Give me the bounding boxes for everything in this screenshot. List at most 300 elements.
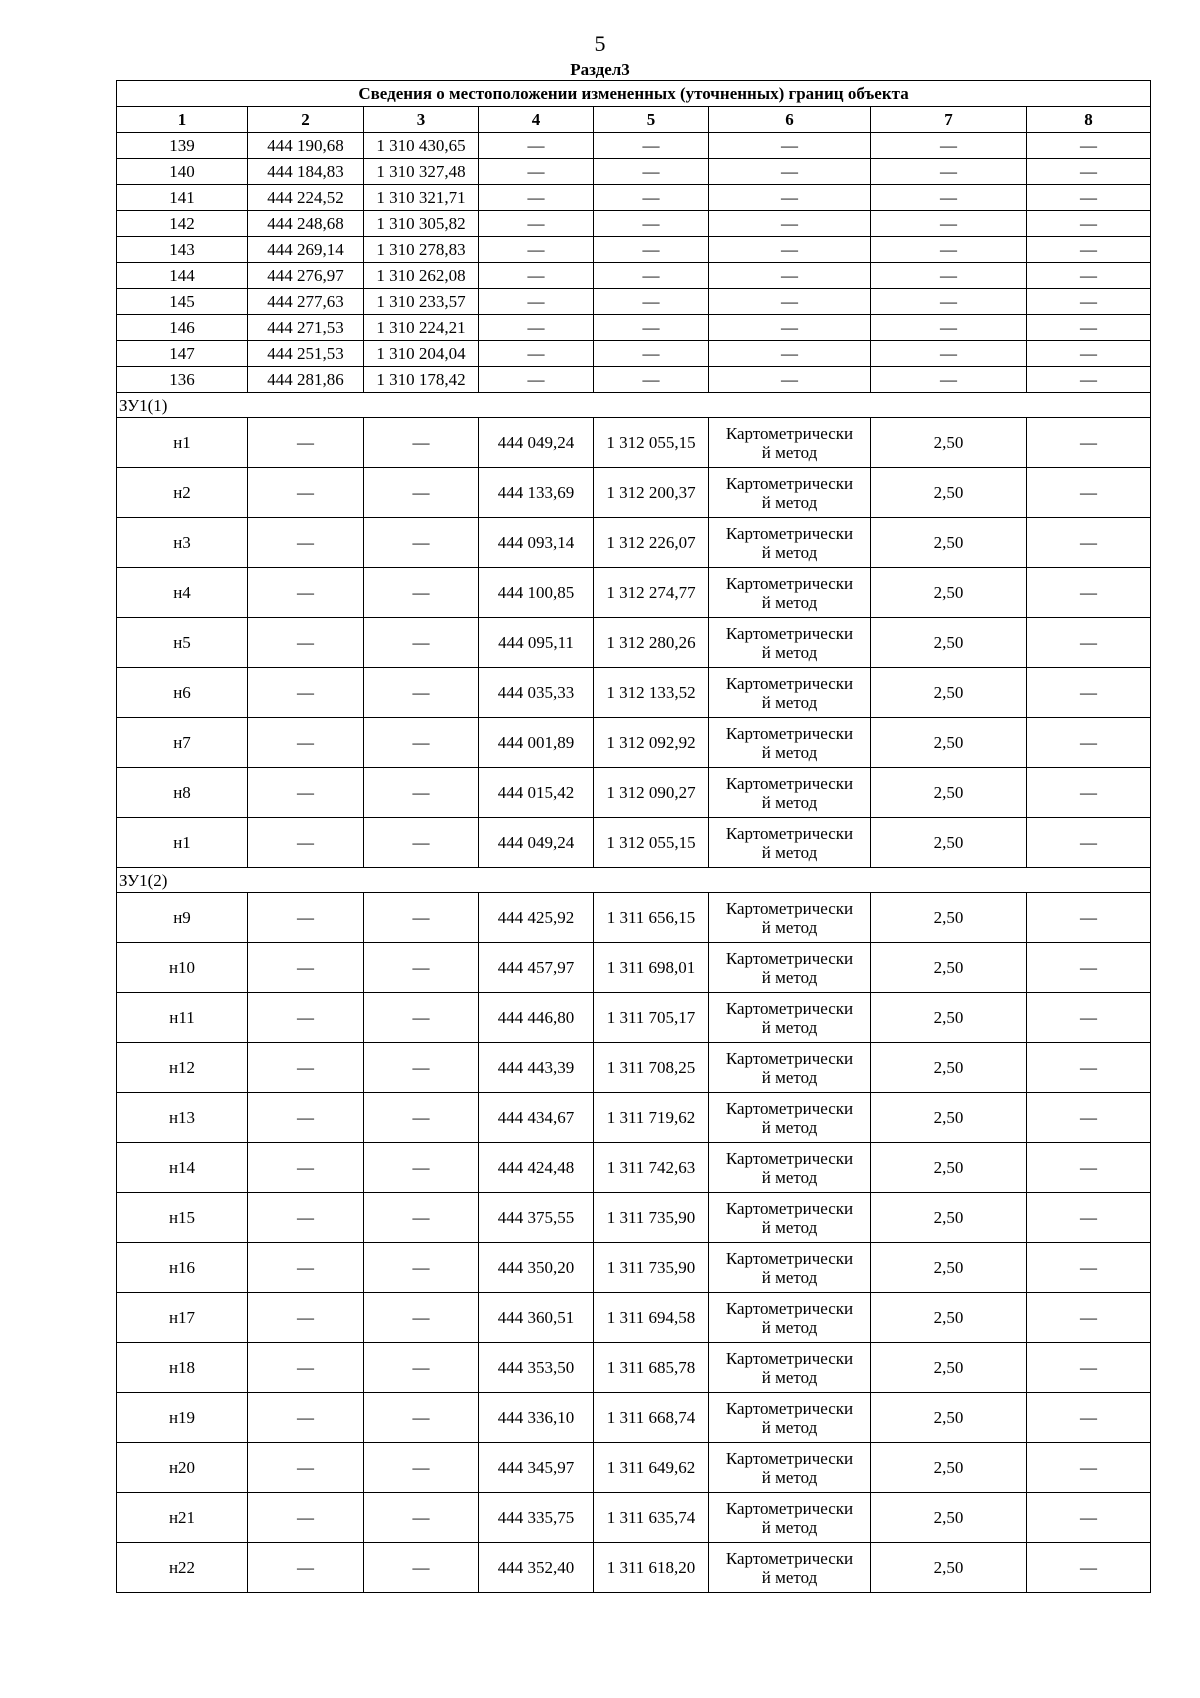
empty-cell: — <box>479 263 594 289</box>
point-number: н5 <box>117 618 248 668</box>
method-cell <box>709 818 871 868</box>
empty-cell: — <box>248 1343 364 1393</box>
new-y-cell: 1 311 656,15 <box>594 893 709 943</box>
existing-x-cell: 444 251,53 <box>248 341 364 367</box>
empty-cell: — <box>1027 1143 1151 1193</box>
empty-cell: — <box>364 518 479 568</box>
method-text: Картометрически <box>725 1348 854 1368</box>
new-y-cell: 1 312 092,92 <box>594 718 709 768</box>
method-text: й метод <box>761 1117 818 1137</box>
empty-cell: — <box>1027 768 1151 818</box>
method-text: й метод <box>761 792 818 812</box>
method-cell <box>709 1393 871 1443</box>
empty-cell: — <box>479 367 594 393</box>
method-text: й метод <box>761 692 818 712</box>
new-y-cell: 1 311 735,90 <box>594 1193 709 1243</box>
method-text: Картометрически <box>725 773 854 793</box>
table-row <box>117 185 1151 211</box>
point-number: н2 <box>117 468 248 518</box>
empty-cell: — <box>1027 211 1151 237</box>
empty-cell: — <box>248 993 364 1043</box>
empty-cell: — <box>364 1343 479 1393</box>
new-x-cell: 444 425,92 <box>479 893 594 943</box>
point-number: н1 <box>117 418 248 468</box>
empty-cell: — <box>871 133 1027 159</box>
table-row <box>117 289 1151 315</box>
empty-cell: — <box>248 768 364 818</box>
table-row <box>117 818 1151 868</box>
existing-x-cell: 444 184,83 <box>248 159 364 185</box>
empty-cell: — <box>364 993 479 1043</box>
table-row <box>117 1043 1151 1093</box>
empty-cell: — <box>709 341 871 367</box>
empty-cell: — <box>248 418 364 468</box>
method-cell <box>709 893 871 943</box>
table-row <box>117 1493 1151 1543</box>
new-x-cell: 444 446,80 <box>479 993 594 1043</box>
method-text: й метод <box>761 592 818 612</box>
empty-cell: — <box>594 185 709 211</box>
new-y-cell: 1 312 133,52 <box>594 668 709 718</box>
parcel-group-row <box>117 393 1151 418</box>
method-cell <box>709 993 871 1043</box>
point-number: н10 <box>117 943 248 993</box>
accuracy-cell: 2,50 <box>871 518 1027 568</box>
point-number: н12 <box>117 1043 248 1093</box>
empty-cell: — <box>364 718 479 768</box>
empty-cell: — <box>364 1293 479 1343</box>
existing-x-cell: 444 277,63 <box>248 289 364 315</box>
new-y-cell: 1 311 698,01 <box>594 943 709 993</box>
method-text: й метод <box>761 542 818 562</box>
new-y-cell: 1 311 618,20 <box>594 1543 709 1593</box>
column-number-row <box>117 107 1151 133</box>
empty-cell: — <box>364 943 479 993</box>
method-text: й метод <box>761 642 818 662</box>
accuracy-cell: 2,50 <box>871 718 1027 768</box>
empty-cell: — <box>871 237 1027 263</box>
table-row <box>117 768 1151 818</box>
method-cell <box>709 1543 871 1593</box>
column-number: 6 <box>709 107 871 133</box>
point-number: н14 <box>117 1143 248 1193</box>
empty-cell: — <box>479 159 594 185</box>
empty-cell: — <box>1027 568 1151 618</box>
table-row <box>117 1343 1151 1393</box>
empty-cell: — <box>248 1393 364 1443</box>
existing-y-cell: 1 310 327,48 <box>364 159 479 185</box>
method-text: й метод <box>761 1417 818 1437</box>
new-x-cell: 444 345,97 <box>479 1443 594 1493</box>
method-text: Картометрически <box>725 998 854 1018</box>
empty-cell: — <box>248 568 364 618</box>
method-cell <box>709 568 871 618</box>
point-number: н7 <box>117 718 248 768</box>
empty-cell: — <box>364 1243 479 1293</box>
point-number: н13 <box>117 1093 248 1143</box>
new-x-cell: 444 353,50 <box>479 1343 594 1393</box>
empty-cell: — <box>248 1493 364 1543</box>
empty-cell: — <box>364 568 479 618</box>
new-x-cell: 444 424,48 <box>479 1143 594 1193</box>
new-y-cell: 1 312 055,15 <box>594 818 709 868</box>
accuracy-cell: 2,50 <box>871 1493 1027 1543</box>
new-y-cell: 1 312 090,27 <box>594 768 709 818</box>
method-text: Картометрически <box>725 1048 854 1068</box>
empty-cell: — <box>1027 943 1151 993</box>
empty-cell: — <box>594 289 709 315</box>
accuracy-cell: 2,50 <box>871 1443 1027 1493</box>
table-row <box>117 1143 1151 1193</box>
method-text: Картометрически <box>725 423 854 443</box>
table-row <box>117 893 1151 943</box>
empty-cell: — <box>871 367 1027 393</box>
empty-cell: — <box>871 159 1027 185</box>
existing-y-cell: 1 310 178,42 <box>364 367 479 393</box>
accuracy-cell: 2,50 <box>871 1093 1027 1143</box>
point-number: н1 <box>117 818 248 868</box>
existing-y-cell: 1 310 430,65 <box>364 133 479 159</box>
table-row <box>117 568 1151 618</box>
empty-cell: — <box>364 468 479 518</box>
empty-cell: — <box>248 1293 364 1343</box>
new-y-cell: 1 311 735,90 <box>594 1243 709 1293</box>
accuracy-cell: 2,50 <box>871 1243 1027 1293</box>
table-row <box>117 133 1151 159</box>
empty-cell: — <box>1027 341 1151 367</box>
empty-cell: — <box>248 1043 364 1093</box>
empty-cell: — <box>248 1093 364 1143</box>
table-row <box>117 618 1151 668</box>
existing-x-cell: 444 271,53 <box>248 315 364 341</box>
new-x-cell: 444 360,51 <box>479 1293 594 1343</box>
empty-cell: — <box>1027 893 1151 943</box>
new-x-cell: 444 443,39 <box>479 1043 594 1093</box>
point-number: н21 <box>117 1493 248 1543</box>
new-y-cell: 1 311 742,63 <box>594 1143 709 1193</box>
empty-cell: — <box>1027 1343 1151 1393</box>
accuracy-cell: 2,50 <box>871 468 1027 518</box>
method-cell <box>709 468 871 518</box>
empty-cell: — <box>1027 1543 1151 1593</box>
method-text: й метод <box>761 1167 818 1187</box>
empty-cell: — <box>364 618 479 668</box>
empty-cell: — <box>248 718 364 768</box>
empty-cell: — <box>1027 185 1151 211</box>
empty-cell: — <box>594 367 709 393</box>
empty-cell: — <box>1027 418 1151 468</box>
new-x-cell: 444 434,67 <box>479 1093 594 1143</box>
empty-cell: — <box>364 818 479 868</box>
point-number: н17 <box>117 1293 248 1343</box>
empty-cell: — <box>248 1143 364 1193</box>
method-cell <box>709 1443 871 1493</box>
method-text: Картометрически <box>725 1498 854 1518</box>
point-number: н3 <box>117 518 248 568</box>
method-text: Картометрически <box>725 823 854 843</box>
point-number: 140 <box>117 159 248 185</box>
new-x-cell: 444 001,89 <box>479 718 594 768</box>
empty-cell: — <box>871 263 1027 289</box>
empty-cell: — <box>248 618 364 668</box>
table-row <box>117 518 1151 568</box>
existing-y-cell: 1 310 305,82 <box>364 211 479 237</box>
method-text: й метод <box>761 1067 818 1087</box>
new-y-cell: 1 312 226,07 <box>594 518 709 568</box>
existing-x-cell: 444 281,86 <box>248 367 364 393</box>
empty-cell: — <box>479 185 594 211</box>
new-x-cell: 444 457,97 <box>479 943 594 993</box>
column-number: 5 <box>594 107 709 133</box>
table-row <box>117 1443 1151 1493</box>
page-number: 5 <box>594 31 606 56</box>
table-row <box>117 159 1151 185</box>
empty-cell: — <box>364 1093 479 1143</box>
empty-cell: — <box>1027 518 1151 568</box>
accuracy-cell: 2,50 <box>871 993 1027 1043</box>
empty-cell: — <box>1027 367 1151 393</box>
table-row <box>117 718 1151 768</box>
point-number: 141 <box>117 185 248 211</box>
empty-cell: — <box>709 237 871 263</box>
new-y-cell: 1 311 708,25 <box>594 1043 709 1093</box>
table-row <box>117 263 1151 289</box>
existing-x-cell: 444 276,97 <box>248 263 364 289</box>
empty-cell: — <box>709 211 871 237</box>
method-text: Картометрически <box>725 1098 854 1118</box>
point-number: 142 <box>117 211 248 237</box>
empty-cell: — <box>479 237 594 263</box>
method-cell <box>709 1043 871 1093</box>
column-number: 7 <box>871 107 1027 133</box>
method-text: й метод <box>761 842 818 862</box>
empty-cell: — <box>248 943 364 993</box>
method-text: Картометрически <box>725 1398 854 1418</box>
accuracy-cell: 2,50 <box>871 568 1027 618</box>
section-title: Раздел3 <box>570 60 630 79</box>
empty-cell: — <box>364 893 479 943</box>
new-x-cell: 444 352,40 <box>479 1543 594 1593</box>
method-cell <box>709 1343 871 1393</box>
empty-cell: — <box>709 263 871 289</box>
empty-cell: — <box>1027 133 1151 159</box>
new-y-cell: 1 311 649,62 <box>594 1443 709 1493</box>
accuracy-cell: 2,50 <box>871 768 1027 818</box>
empty-cell: — <box>709 289 871 315</box>
point-number: н8 <box>117 768 248 818</box>
table-caption: Сведения о местоположении измененных (уточненных) границ объекта <box>117 81 1151 107</box>
new-x-cell: 444 035,33 <box>479 668 594 718</box>
empty-cell: — <box>709 315 871 341</box>
method-text: й метод <box>761 492 818 512</box>
empty-cell: — <box>871 315 1027 341</box>
empty-cell: — <box>364 1043 479 1093</box>
new-x-cell: 444 336,10 <box>479 1393 594 1443</box>
method-text: Картометрически <box>725 1198 854 1218</box>
accuracy-cell: 2,50 <box>871 1293 1027 1343</box>
empty-cell: — <box>594 211 709 237</box>
accuracy-cell: 2,50 <box>871 1393 1027 1443</box>
method-cell <box>709 1143 871 1193</box>
empty-cell: — <box>364 1543 479 1593</box>
method-text: й метод <box>761 1567 818 1587</box>
table-row <box>117 1243 1151 1293</box>
point-number: 146 <box>117 315 248 341</box>
new-y-cell: 1 311 685,78 <box>594 1343 709 1393</box>
point-number: н18 <box>117 1343 248 1393</box>
table-row <box>117 211 1151 237</box>
accuracy-cell: 2,50 <box>871 1193 1027 1243</box>
method-cell <box>709 618 871 668</box>
column-number: 4 <box>479 107 594 133</box>
point-number: 147 <box>117 341 248 367</box>
accuracy-cell: 2,50 <box>871 818 1027 868</box>
empty-cell: — <box>594 341 709 367</box>
empty-cell: — <box>871 341 1027 367</box>
point-number: 144 <box>117 263 248 289</box>
empty-cell: — <box>364 1143 479 1193</box>
new-y-cell: 1 312 274,77 <box>594 568 709 618</box>
table-row <box>117 341 1151 367</box>
method-text: Картометрически <box>725 1248 854 1268</box>
method-cell <box>709 1193 871 1243</box>
new-y-cell: 1 312 055,15 <box>594 418 709 468</box>
method-text: Картометрически <box>725 1148 854 1168</box>
empty-cell: — <box>871 211 1027 237</box>
new-x-cell: 444 133,69 <box>479 468 594 518</box>
method-text: Картометрически <box>725 1548 854 1568</box>
new-x-cell: 444 095,11 <box>479 618 594 668</box>
new-y-cell: 1 312 280,26 <box>594 618 709 668</box>
existing-x-cell: 444 269,14 <box>248 237 364 263</box>
method-text: Картометрически <box>725 898 854 918</box>
empty-cell: — <box>1027 818 1151 868</box>
table-row <box>117 1093 1151 1143</box>
method-text: Картометрически <box>725 673 854 693</box>
accuracy-cell: 2,50 <box>871 1143 1027 1193</box>
table-row <box>117 1293 1151 1343</box>
method-text: й метод <box>761 917 818 937</box>
empty-cell: — <box>364 1193 479 1243</box>
method-cell <box>709 718 871 768</box>
empty-cell: — <box>1027 718 1151 768</box>
empty-cell: — <box>1027 618 1151 668</box>
empty-cell: — <box>364 668 479 718</box>
method-text: й метод <box>761 1517 818 1537</box>
empty-cell: — <box>1027 993 1151 1043</box>
empty-cell: — <box>1027 237 1151 263</box>
table-row <box>117 1393 1151 1443</box>
method-cell <box>709 1093 871 1143</box>
accuracy-cell: 2,50 <box>871 1043 1027 1093</box>
table-row <box>117 1193 1151 1243</box>
table-row <box>117 668 1151 718</box>
point-number: н15 <box>117 1193 248 1243</box>
empty-cell: — <box>709 159 871 185</box>
point-number: н22 <box>117 1543 248 1593</box>
method-cell <box>709 1293 871 1343</box>
method-cell <box>709 768 871 818</box>
method-text: Картометрически <box>725 473 854 493</box>
point-number: н20 <box>117 1443 248 1493</box>
table-row <box>117 943 1151 993</box>
empty-cell: — <box>709 367 871 393</box>
method-text: й метод <box>761 1317 818 1337</box>
accuracy-cell: 2,50 <box>871 1543 1027 1593</box>
method-cell <box>709 1493 871 1543</box>
new-x-cell: 444 015,42 <box>479 768 594 818</box>
empty-cell: — <box>248 893 364 943</box>
existing-y-cell: 1 310 204,04 <box>364 341 479 367</box>
existing-x-cell: 444 224,52 <box>248 185 364 211</box>
column-number: 2 <box>248 107 364 133</box>
existing-y-cell: 1 310 262,08 <box>364 263 479 289</box>
method-cell <box>709 943 871 993</box>
method-text: Картометрически <box>725 723 854 743</box>
empty-cell: — <box>1027 668 1151 718</box>
accuracy-cell: 2,50 <box>871 1343 1027 1393</box>
boundary-coordinates-table <box>116 80 1151 1593</box>
empty-cell: — <box>364 768 479 818</box>
empty-cell: — <box>709 185 871 211</box>
method-text: Картометрически <box>725 623 854 643</box>
method-text: й метод <box>761 1217 818 1237</box>
empty-cell: — <box>871 289 1027 315</box>
table-row <box>117 367 1151 393</box>
point-number: 143 <box>117 237 248 263</box>
empty-cell: — <box>1027 289 1151 315</box>
method-text: й метод <box>761 1267 818 1287</box>
column-number: 8 <box>1027 107 1151 133</box>
empty-cell: — <box>709 133 871 159</box>
empty-cell: — <box>1027 1193 1151 1243</box>
table-row <box>117 993 1151 1043</box>
empty-cell: — <box>364 1493 479 1543</box>
method-text: й метод <box>761 1367 818 1387</box>
accuracy-cell: 2,50 <box>871 668 1027 718</box>
table-row <box>117 237 1151 263</box>
empty-cell: — <box>1027 1393 1151 1443</box>
existing-y-cell: 1 310 224,21 <box>364 315 479 341</box>
new-x-cell: 444 350,20 <box>479 1243 594 1293</box>
new-x-cell: 444 100,85 <box>479 568 594 618</box>
empty-cell: — <box>594 237 709 263</box>
method-text: Картометрически <box>725 1448 854 1468</box>
empty-cell: — <box>1027 315 1151 341</box>
method-text: й метод <box>761 967 818 987</box>
empty-cell: — <box>364 1443 479 1493</box>
existing-x-cell: 444 190,68 <box>248 133 364 159</box>
existing-y-cell: 1 310 321,71 <box>364 185 479 211</box>
parcel-group-label: ЗУ1(2) <box>117 868 1151 893</box>
point-number: н16 <box>117 1243 248 1293</box>
empty-cell: — <box>871 185 1027 211</box>
accuracy-cell: 2,50 <box>871 893 1027 943</box>
parcel-group-row <box>117 868 1151 893</box>
empty-cell: — <box>248 668 364 718</box>
empty-cell: — <box>248 468 364 518</box>
point-number: н9 <box>117 893 248 943</box>
new-x-cell: 444 049,24 <box>479 418 594 468</box>
empty-cell: — <box>1027 1443 1151 1493</box>
empty-cell: — <box>364 1393 479 1443</box>
method-text: й метод <box>761 1467 818 1487</box>
empty-cell: — <box>248 518 364 568</box>
point-number: н6 <box>117 668 248 718</box>
method-text: й метод <box>761 1017 818 1037</box>
empty-cell: — <box>594 159 709 185</box>
empty-cell: — <box>248 1443 364 1493</box>
